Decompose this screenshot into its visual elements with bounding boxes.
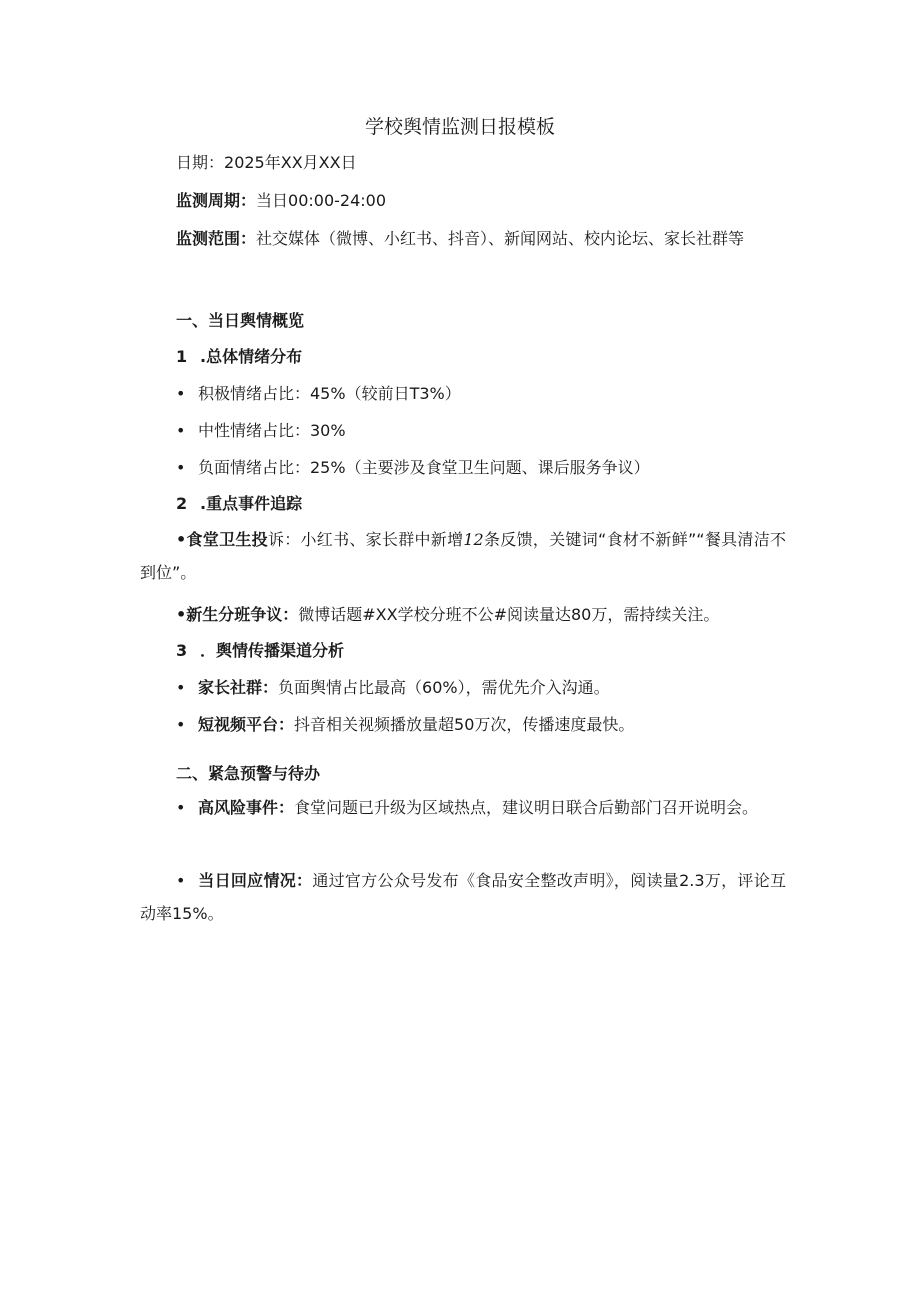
period-value: 当日00:00-24:00 xyxy=(256,191,387,210)
bullet: • xyxy=(176,871,186,890)
period-line xyxy=(176,184,790,217)
bullet: • xyxy=(176,678,186,697)
bullet: • xyxy=(176,715,186,734)
bullet: • xyxy=(176,458,186,477)
sentiment-positive: 积极情绪占比：45%（较前日T3%） xyxy=(198,384,461,403)
sub1-heading xyxy=(176,340,790,373)
bullet: • xyxy=(176,798,186,817)
event2-label: •新生分班争议： xyxy=(176,605,299,624)
sub1-number: 1 xyxy=(176,347,188,366)
event1-count: 12 xyxy=(463,530,484,549)
sentiment-negative: 负面情绪占比：25%（主要涉及食堂卫生问题、课后服务争议） xyxy=(198,458,650,477)
date-value: 2025年XX月XX日 xyxy=(224,153,357,172)
date-line xyxy=(176,146,790,179)
document-title: 学校舆情监测日报模板 xyxy=(364,116,555,138)
sub2-heading xyxy=(176,487,790,520)
bullet: • xyxy=(176,384,186,403)
event2-text: 微博话题#XX学校分班不公#阅读量达80万，需持续关注。 xyxy=(298,605,720,624)
channel-label: 短视频平台： xyxy=(198,715,295,734)
event1-label: •食堂卫生投 xyxy=(176,530,268,549)
date-label: 日期： xyxy=(176,153,225,172)
section1-heading: 一、当日舆情概览 xyxy=(176,311,305,330)
list-item xyxy=(176,414,790,447)
sentiment-neutral: 中性情绪占比：30% xyxy=(198,421,346,440)
alert-label: 高风险事件： xyxy=(198,798,295,817)
sub3-number: 3 xyxy=(176,641,188,660)
channel-label: 家长社群： xyxy=(198,678,279,697)
bullet: • xyxy=(176,421,186,440)
alert-paragraph xyxy=(140,791,786,824)
sub2-number: 2 xyxy=(176,494,188,513)
section2-heading: 二、紧急预警与待办 xyxy=(176,764,321,783)
event1-text-b: 条反馈，关键词“食材不新鲜”“餐具清洁不到位”。 xyxy=(140,530,786,582)
sub3-heading xyxy=(176,634,790,667)
sub2-label: .重点事件追踪 xyxy=(200,494,303,513)
channel-text: 负面舆情占比最高（60%），需优先介入沟通。 xyxy=(278,678,610,697)
response-label: 当日回应情况： xyxy=(198,871,313,890)
response-paragraph xyxy=(140,864,786,930)
event1-text-a: 诉：小红书、家长群中新增 xyxy=(267,530,464,549)
scope-value: 社交媒体（微博、小红书、抖音）、新闻网站、校内论坛、家长社群等 xyxy=(256,229,745,248)
period-label: 监测周期： xyxy=(176,191,257,210)
scope-paragraph xyxy=(140,222,786,255)
event1-paragraph xyxy=(140,523,786,589)
sub1-label: .总体情绪分布 xyxy=(200,347,303,366)
channel-text: 抖音相关视频播放量超50万次，传播速度最快。 xyxy=(294,715,635,734)
scope-label: 监测范围： xyxy=(176,229,257,248)
response-text: 通过官方公众号发布《食品安全整改声明》，阅读量2.3万，评论互动率15%。 xyxy=(140,871,786,923)
alert-text: 食堂问题已升级为区域热点，建议明日联合后勤部门召开说明会。 xyxy=(294,798,759,817)
event2-line xyxy=(176,598,790,631)
list-item xyxy=(176,377,790,410)
list-item xyxy=(176,671,790,704)
sub3-label: ．舆情传播渠道分析 xyxy=(200,641,345,660)
list-item xyxy=(176,451,790,484)
list-item xyxy=(176,708,790,741)
